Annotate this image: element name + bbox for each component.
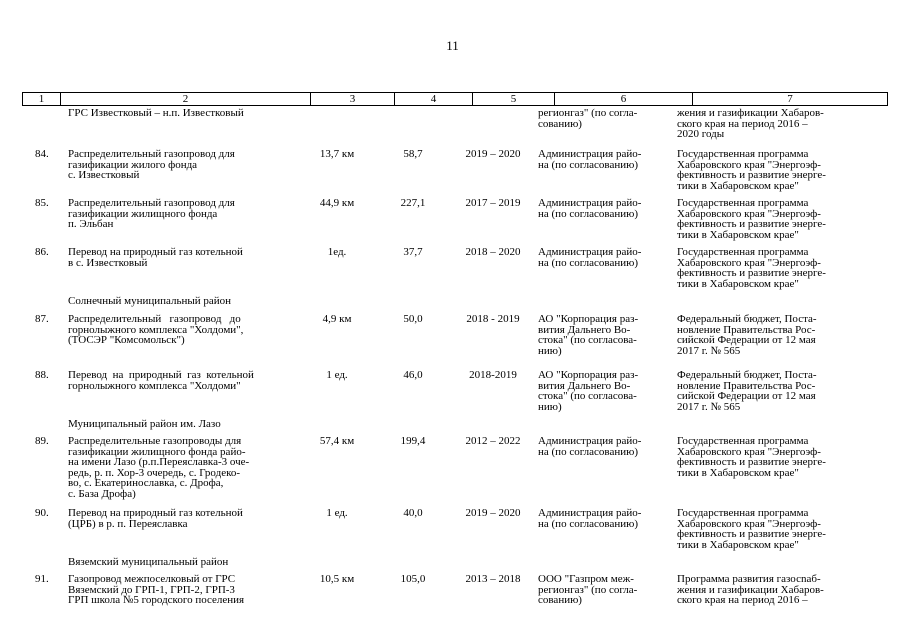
row-period: 2018 - 2019: [466, 313, 520, 325]
row-name: Перевод на природный газ котельной (ЦРБ) в р. п. Переяславка: [68, 507, 243, 530]
section-heading: Муниципальный район им. Лазо: [68, 418, 221, 430]
header-col-3: 3: [311, 93, 395, 105]
row-source: Государственная программа Хабаровского края "Энергоэф- фективность и развитие энерге- тики в Хабаровском крае": [677, 148, 826, 192]
row-cost: 105,0: [400, 573, 426, 585]
row-cost: 40,0: [403, 507, 423, 519]
row-cost: 37,7: [403, 246, 423, 258]
row-executor: ООО "Газпром меж- регионгаз" (по согла- сованию): [538, 573, 638, 606]
row-executor: Администрация райо- на (по согласованию): [538, 507, 642, 530]
row-name: Перевод на природный газ котельной горнолыжного комплекса "Холдоми": [68, 369, 254, 392]
row-name: Распределительные газопроводы для газификации жилищного фонда райо- на имени Лазо (р.п.Переяславка-3 оче- редь, р. п. Хор-3 очередь, с. Гродеко- во, с. Екатеринославка, с. Дрофа, с. База Дрофа): [68, 435, 250, 500]
continuation-name: ГРС Известковый – н.п. Известковый: [68, 107, 244, 119]
row-period: 2019 – 2020: [465, 507, 521, 519]
row-number: 84.: [35, 148, 49, 160]
page-number: 11: [446, 38, 459, 53]
row-source: Федеральный бюджет, Поста- новление Правительства Рос- сийской Федерации от 12 мая 2017 г. № 565: [677, 313, 817, 357]
row-period: 2018 – 2020: [465, 246, 521, 258]
row-period: 2013 – 2018: [465, 573, 521, 585]
row-period: 2019 – 2020: [465, 148, 521, 160]
section-heading: Солнечный муниципальный район: [68, 295, 232, 307]
row-name: Перевод на природный газ котельной в с. Известковый: [68, 246, 243, 269]
row-cost: 227,1: [400, 197, 426, 209]
row-name: Газопровод межпоселковый от ГРС Вяземский до ГРП-1, ГРП-2, ГРП-3 ГРП школа №5 городского поселения: [68, 573, 245, 606]
row-quantity: 1 ед.: [326, 369, 348, 381]
header-col-5: 5: [473, 93, 555, 105]
row-number: 85.: [35, 197, 49, 209]
row-number: 87.: [35, 313, 49, 325]
header-col-1: 1: [23, 93, 61, 105]
row-cost: 58,7: [403, 148, 423, 160]
row-period: 2017 – 2019: [465, 197, 521, 209]
row-period: 2012 – 2022: [465, 435, 521, 447]
header-col-6: 6: [555, 93, 693, 105]
row-number: 91.: [35, 573, 49, 585]
row-source: Программа развития газосnаб- жения и газификации Хабаров- ского края на период 2016 –: [677, 573, 824, 606]
row-quantity: 1ед.: [327, 246, 347, 258]
row-quantity: 13,7 км: [319, 148, 355, 160]
section-heading: Вяземский муниципальный район: [68, 556, 229, 568]
row-executor: Администрация райо- на (по согласованию): [538, 435, 642, 458]
row-source: Государственная программа Хабаровского края "Энергоэф- фективность и развитие энерге- тики в Хабаровском крае": [677, 197, 826, 241]
header-col-7: 7: [787, 93, 793, 105]
row-executor: Администрация райо- на (по согласованию): [538, 148, 642, 171]
row-executor: Администрация райо- на (по согласованию): [538, 246, 642, 269]
row-cost: 50,0: [403, 313, 423, 325]
row-executor: АО "Корпорация раз- вития Дальнего Во- стока" (по согласова- нию): [538, 369, 639, 413]
table-header: [22, 92, 888, 106]
row-number: 89.: [35, 435, 49, 447]
row-executor: АО "Корпорация раз- вития Дальнего Во- стока" (по согласова- нию): [538, 313, 639, 357]
row-number: 90.: [35, 507, 49, 519]
row-quantity: 44,9 км: [319, 197, 355, 209]
row-quantity: 10,5 км: [319, 573, 355, 585]
row-quantity: 57,4 км: [319, 435, 355, 447]
row-number: 88.: [35, 369, 49, 381]
row-name: Распределительный газопровод для газификации жилого фонда с. Известковый: [68, 148, 235, 181]
row-name: Распределительный газопровод до горнолыжного комплекса "Холдоми", (ТОСЭР "Комсомольск"): [68, 313, 244, 346]
row-cost: 199,4: [400, 435, 426, 447]
row-executor: Администрация райо- на (по согласованию): [538, 197, 642, 220]
row-quantity: 1 ед.: [326, 507, 348, 519]
continuation-executor: регионгаз" (по согла- сованию): [538, 107, 638, 130]
header-col-4: 4: [395, 93, 473, 105]
row-period: 2018-2019: [469, 369, 517, 381]
row-source: Государственная программа Хабаровского края "Энергоэф- фективность и развитие энерге- тики в Хабаровском крае": [677, 435, 826, 479]
row-source: Федеральный бюджет, Поста- новление Правительства Рос- сийской Федерации от 12 мая 2017 г. № 565: [677, 369, 817, 413]
row-source: Государственная программа Хабаровского края "Энергоэф- фективность и развитие энерге- тики в Хабаровском крае": [677, 246, 826, 290]
row-source: Государственная программа Хабаровского края "Энергоэф- фективность и развитие энерге- тики в Хабаровском крае": [677, 507, 826, 551]
continuation-source: жения и газификации Хабаров- ского края на период 2016 – 2020 годы: [677, 107, 824, 140]
row-cost: 46,0: [403, 369, 423, 381]
row-quantity: 4,9 км: [322, 313, 352, 325]
row-name: Распределительный газопровод для газификации жилищного фонда п. Эльбан: [68, 197, 235, 230]
row-number: 86.: [35, 246, 49, 258]
header-col-2: 2: [61, 93, 311, 105]
